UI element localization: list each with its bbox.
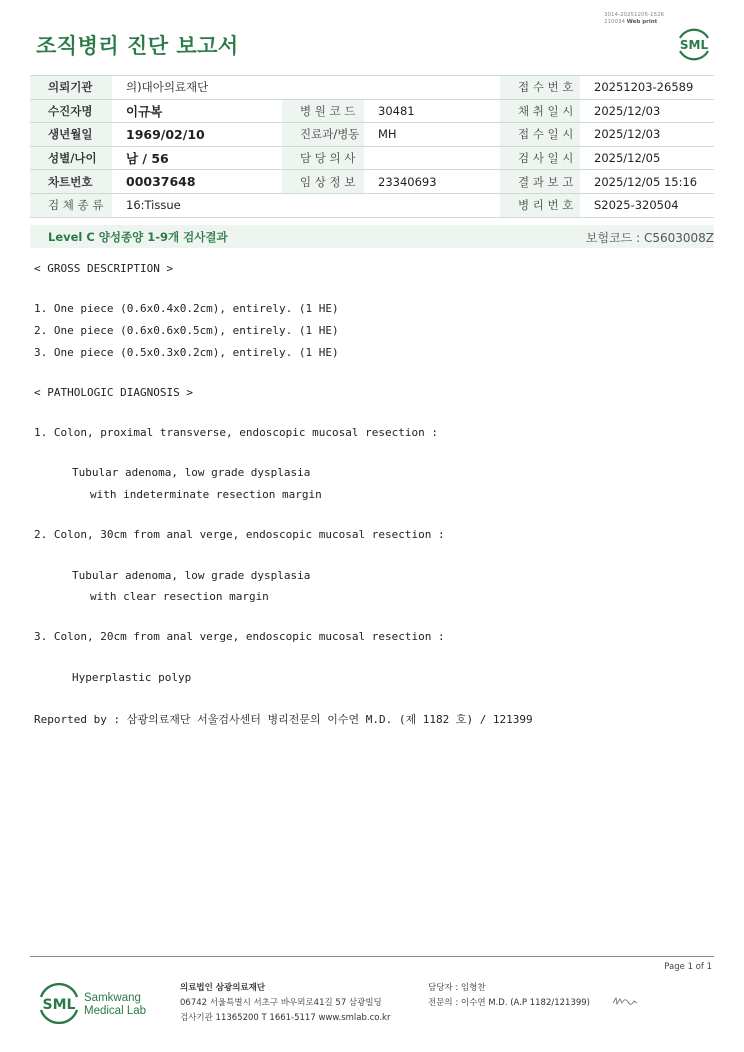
label-receipt-date: 접 수 일 시 xyxy=(500,123,580,147)
logo-line1: Samkwang xyxy=(84,992,141,1004)
info-row xyxy=(30,123,714,147)
label-department: 진료과/병동 xyxy=(282,123,364,147)
value-physician xyxy=(364,146,500,170)
gross-heading: < GROSS DESCRIPTION > xyxy=(34,262,174,275)
label-physician: 담 당 의 사 xyxy=(282,146,364,170)
footer-divider xyxy=(30,956,714,957)
report-title: 조직병리 진단 보고서 xyxy=(36,34,239,58)
specialist-label: 전문의 : xyxy=(428,998,459,1008)
patient-info-table xyxy=(30,75,714,218)
insurance-code: 보험코드 : C5603008Z xyxy=(585,231,714,245)
value-department: MH xyxy=(364,123,500,147)
footer-org-name: 의료법인 삼광의료재단 xyxy=(180,983,266,993)
label-hospital-code: 병 원 코 드 xyxy=(282,99,364,123)
value-clinical-info: 23340693 xyxy=(364,170,500,194)
signature-icon xyxy=(612,996,638,1006)
print-code-line1: 3014-20251205-1526 xyxy=(604,12,664,18)
value-pathology-number: S2025-320504 xyxy=(580,193,714,217)
label-specimen-type: 검 체 종 류 xyxy=(30,193,112,217)
info-row xyxy=(30,170,714,194)
samkwang-logo-icon xyxy=(38,982,158,1024)
label-accession-number: 접 수 번 호 xyxy=(500,76,580,100)
diagnosis-finding: Hyperplastic polyp xyxy=(72,671,192,684)
diagnosis-site: 2. Colon, 30cm from anal verge, endoscopic mucosal resection : xyxy=(34,528,445,541)
staff-name: 임형찬 xyxy=(460,983,486,993)
print-code-line2: 210034 xyxy=(604,19,625,25)
value-requesting-institution: 의)대아의료재단 xyxy=(112,76,500,100)
label-test-date: 검 사 일 시 xyxy=(500,146,580,170)
gross-item: 1. One piece (0.6x0.4x0.2cm), entirely. (1 HE) xyxy=(34,302,339,315)
diagnosis-site: 3. Colon, 20cm from anal verge, endoscopic mucosal resection : xyxy=(34,630,445,643)
value-patient-name: 이규복 xyxy=(112,99,282,123)
value-specimen-type: 16:Tissue xyxy=(112,193,500,217)
footer-address: 06742 서울특별시 서초구 바우뫼로41길 57 삼광빌딩 xyxy=(180,998,382,1008)
diagnosis-heading: < PATHOLOGIC DIAGNOSIS > xyxy=(34,386,193,399)
diagnosis-margin: with indeterminate resection margin xyxy=(90,488,322,501)
gross-item: 3. One piece (0.5x0.3x0.2cm), entirely. (1 HE) xyxy=(34,346,339,359)
diagnosis-finding: Tubular adenoma, low grade dysplasia xyxy=(72,569,311,582)
info-row xyxy=(30,76,714,100)
footer-contact: 검사기관 11365200 T 1661-5117 www.smlab.co.kr xyxy=(180,1013,391,1023)
diagnosis-finding: Tubular adenoma, low grade dysplasia xyxy=(72,466,311,479)
value-receipt-date: 2025/12/03 xyxy=(580,123,714,147)
value-accession-number: 20251203-26589 xyxy=(580,76,714,100)
staff-label: 담당자 : xyxy=(428,983,459,993)
gross-item: 2. One piece (0.6x0.6x0.5cm), entirely. (1 HE) xyxy=(34,324,339,337)
value-result-report: 2025/12/05 15:16 xyxy=(580,170,714,194)
specialist-name: 이수연 M.D. (A.P 1182/121399) xyxy=(460,998,590,1008)
sml-logo-text: SML xyxy=(679,38,709,52)
label-chart-number: 차트번호 xyxy=(30,170,112,194)
footer-specialist xyxy=(428,996,590,1008)
value-hospital-code: 30481 xyxy=(364,99,500,123)
info-row xyxy=(30,146,714,170)
info-row xyxy=(30,193,714,217)
value-collection-date: 2025/12/03 xyxy=(580,99,714,123)
diagnosis-margin: with clear resection margin xyxy=(90,590,269,603)
value-birth-date: 1969/02/10 xyxy=(112,123,282,147)
label-requesting-institution: 의뢰기관 xyxy=(30,76,112,100)
label-pathology-number: 병 리 번 호 xyxy=(500,193,580,217)
logo-sml-text: SML xyxy=(42,997,76,1013)
label-clinical-info: 임 상 정 보 xyxy=(282,170,364,194)
label-result-report: 결 과 보 고 xyxy=(500,170,580,194)
sml-logo-icon xyxy=(674,24,714,64)
info-row xyxy=(30,99,714,123)
logo-line2: Medical Lab xyxy=(84,1005,147,1017)
label-birth-date: 생년월일 xyxy=(30,123,112,147)
label-sex-age: 성별/나이 xyxy=(30,146,112,170)
result-title: Level C 양성종양 1-9개 검사결과 xyxy=(48,230,228,244)
footer-staff xyxy=(428,981,486,993)
print-code xyxy=(604,12,664,26)
value-sex-age: 남 / 56 xyxy=(112,146,282,170)
diagnosis-site: 1. Colon, proximal transverse, endoscopic mucosal resection : xyxy=(34,426,438,439)
print-label: Web print xyxy=(626,19,658,25)
value-chart-number: 00037648 xyxy=(112,170,282,194)
label-collection-date: 채 취 일 시 xyxy=(500,99,580,123)
reported-by: Reported by : 삼광의료재단 서울검사센터 병리전문의 이수연 M.D. (제 1182 호) / 121399 xyxy=(34,713,533,726)
page-number: Page 1 of 1 xyxy=(664,962,712,972)
value-test-date: 2025/12/05 xyxy=(580,146,714,170)
label-patient-name: 수진자명 xyxy=(30,99,112,123)
